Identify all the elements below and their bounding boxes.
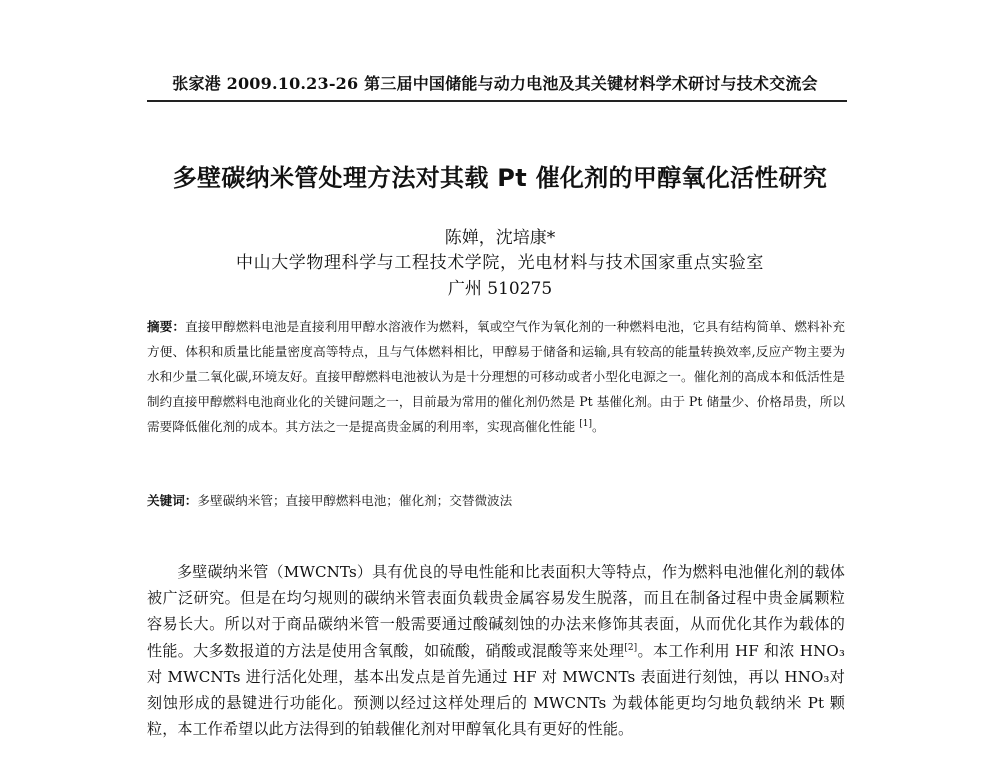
body-citation: [2] [624,642,638,653]
keywords [147,491,845,511]
keywords-text: 多壁碳纳米管；直接甲醇燃料电池；催化剂；交替微波法 [197,493,513,508]
keywords-label: 关键词： [147,493,198,508]
abstract [147,314,845,439]
header-rule [147,100,847,102]
abstract-label: 摘要： [147,319,186,334]
affiliation: 中山大学物理科学与工程技术学院，光电材料与技术国家重点实验室 [236,253,764,273]
body-paragraph [147,559,845,742]
abstract-text: 直接甲醇燃料电池是直接利用甲醇水溶液作为燃料，氧或空气作为氧化剂的一种燃料电池，它具有结构简单、燃料补充方便、体积和质量比能量密度高等特点，且与气体燃料相比，甲醇易于储备和运输,具有较高的能量转换效率,反应产物主要为水和少量二氧化碳,环境友好。直接甲醇燃料电池被认为是十分理想的可移动或者小型化电源之一。催化剂的高成本和低活性是制约直接甲醇燃料电池商业化的关键问题之一，目前最为常用的催化剂仍然是 Pt 基催化剂。由于 Pt 储量少、价格昂贵，所以需要降低催化剂的成本。其方法之一是提高贵金属的利用率，实现高催化性能 [147,319,845,434]
city-postcode: 广州 510275 [447,279,553,299]
conference-header: 张家港 2009.10.23-26 第三届中国储能与动力电池及其关键材料学术研讨与技术交流会 [172,74,818,93]
abstract-citation: [1] [579,418,592,429]
abstract-end: 。 [591,419,605,434]
paper-title: 多壁碳纳米管处理方法对其载 Pt 催化剂的甲醇氧化活性研究 [172,164,828,192]
body-text-part2: 。本工作利用 HF 和浓 HNO₃对 MWCNTs 进行活化处理，基本出发点是首先通过 HF 对 MWCNTs 表面进行刻蚀，再以 HNO₃对刻蚀形成的悬键进行功能化。预测以经过这样处理后的 MWCNTs 为载体能更均匀地负载纳米 Pt 颗粒，本工作希望以此方法得到的铂载催化剂对甲醇氧化具有更好的性能。 [147,641,845,739]
authors: 陈婵，沈培康* [444,228,556,248]
body-text-part1: 多壁碳纳米管（MWCNTs）具有优良的导电性能和比表面积大等特点，作为燃料电池催化剂的载体被广泛研究。但是在均匀规则的碳纳米管表面负载贵金属容易发生脱落，而且在制备过程中贵金属颗粒容易长大。所以对于商品碳纳米管一般需要通过酸碱刻蚀的办法来修饰其表面，从而优化其作为载体的性能。大多数报道的方法是使用含氧酸，如硫酸，硝酸或混酸等来处理 [147,563,845,660]
